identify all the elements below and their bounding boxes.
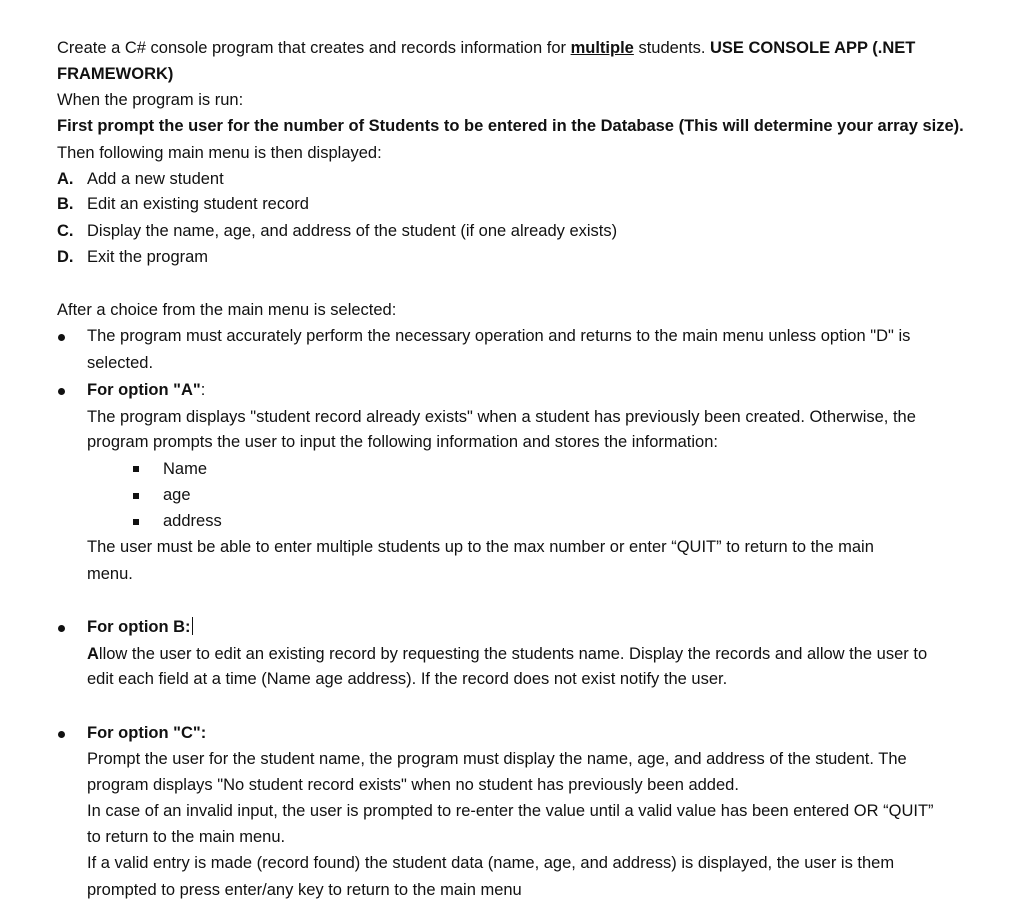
bullet1-line-1: The program must accurately perform the necessary operation and returns to the main menu unless option "D" is (87, 327, 911, 345)
option-b-para-1 (87, 643, 927, 665)
menu-letter-c: C. (57, 222, 74, 240)
option-c-para-3: In case of an invalid input, the user is prompted to re-enter the value until a valid value has been entered OR “QUIT” (87, 802, 934, 820)
option-a-para-2: program prompts the user to input the following information and stores the information: (87, 433, 718, 451)
option-b-text: llow the user to edit an existing record by requesting the students name. Display the records and allow the user to (98, 645, 928, 663)
option-b-initial: A (87, 645, 99, 663)
bullet-icon (58, 334, 65, 341)
option-c-para-5: If a valid entry is made (record found) the student data (name, age, and address) is displayed, the user is them (87, 854, 895, 872)
square-bullet-icon (133, 493, 139, 499)
bullet-icon (58, 388, 65, 395)
option-a-colon: : (200, 381, 206, 399)
field-age: age (163, 486, 191, 504)
option-b-title: For option B: (87, 618, 191, 636)
option-a-para-4: menu. (87, 565, 133, 583)
menu-item-c: Display the name, age, and address of the student (if one already exists) (87, 222, 618, 240)
emphasis-multiple: multiple (570, 39, 634, 57)
menu-item-d: Exit the program (87, 248, 209, 266)
option-a-para-3: The user must be able to enter multiple students up to the max number or enter “QUIT” to return to the main (87, 538, 874, 556)
intro-line-2: FRAMEWORK) (57, 65, 174, 83)
intro-line-4: First prompt the user for the number of Students to be entered in the Database (This will determine your array size). (57, 117, 964, 135)
option-a-title: For option "A" (87, 381, 201, 399)
menu-letter-a: A. (57, 170, 74, 188)
option-c-heading: For option "C": (87, 724, 207, 742)
menu-item-b: Edit an existing student record (87, 195, 309, 213)
intro-line-1 (57, 37, 915, 59)
option-a-heading (87, 379, 205, 401)
bullet-icon (58, 731, 65, 738)
option-c-para-1: Prompt the user for the student name, the program must display the name, age, and address of the student. The (87, 750, 907, 768)
menu-letter-b: B. (57, 195, 74, 213)
menu-letter-d: D. (57, 248, 74, 266)
square-bullet-icon (133, 466, 139, 472)
option-c-para-2: program displays "No student record exists" when no student has previously been added. (87, 776, 739, 794)
intro-line-3: When the program is run: (57, 91, 244, 109)
intro-text: students. (633, 39, 710, 57)
option-a-para-1: The program displays "student record already exists" when a student has previously been created. Otherwise, the (87, 408, 916, 426)
field-name: Name (163, 460, 208, 478)
option-c-para-6: prompted to press enter/any key to return to the main menu (87, 881, 522, 899)
field-address: address (163, 512, 222, 530)
text-cursor (192, 617, 193, 635)
option-b-heading (87, 616, 193, 638)
square-bullet-icon (133, 519, 139, 525)
option-b-para-2: edit each field at a time (Name age address). If the record does not exist notify the user. (87, 670, 728, 688)
menu-item-a: Add a new student (87, 170, 224, 188)
option-c-para-4: to return to the main menu. (87, 828, 286, 846)
intro-text: Create a C# console program that creates and records information for (57, 39, 571, 57)
bullet1-line-2: selected. (87, 354, 154, 372)
after-choice-text: After a choice from the main menu is selected: (57, 301, 397, 319)
emphasis-console-app: USE CONSOLE APP (.NET (710, 39, 916, 57)
intro-line-5: Then following main menu is then displayed: (57, 144, 382, 162)
bullet-icon (58, 625, 65, 632)
